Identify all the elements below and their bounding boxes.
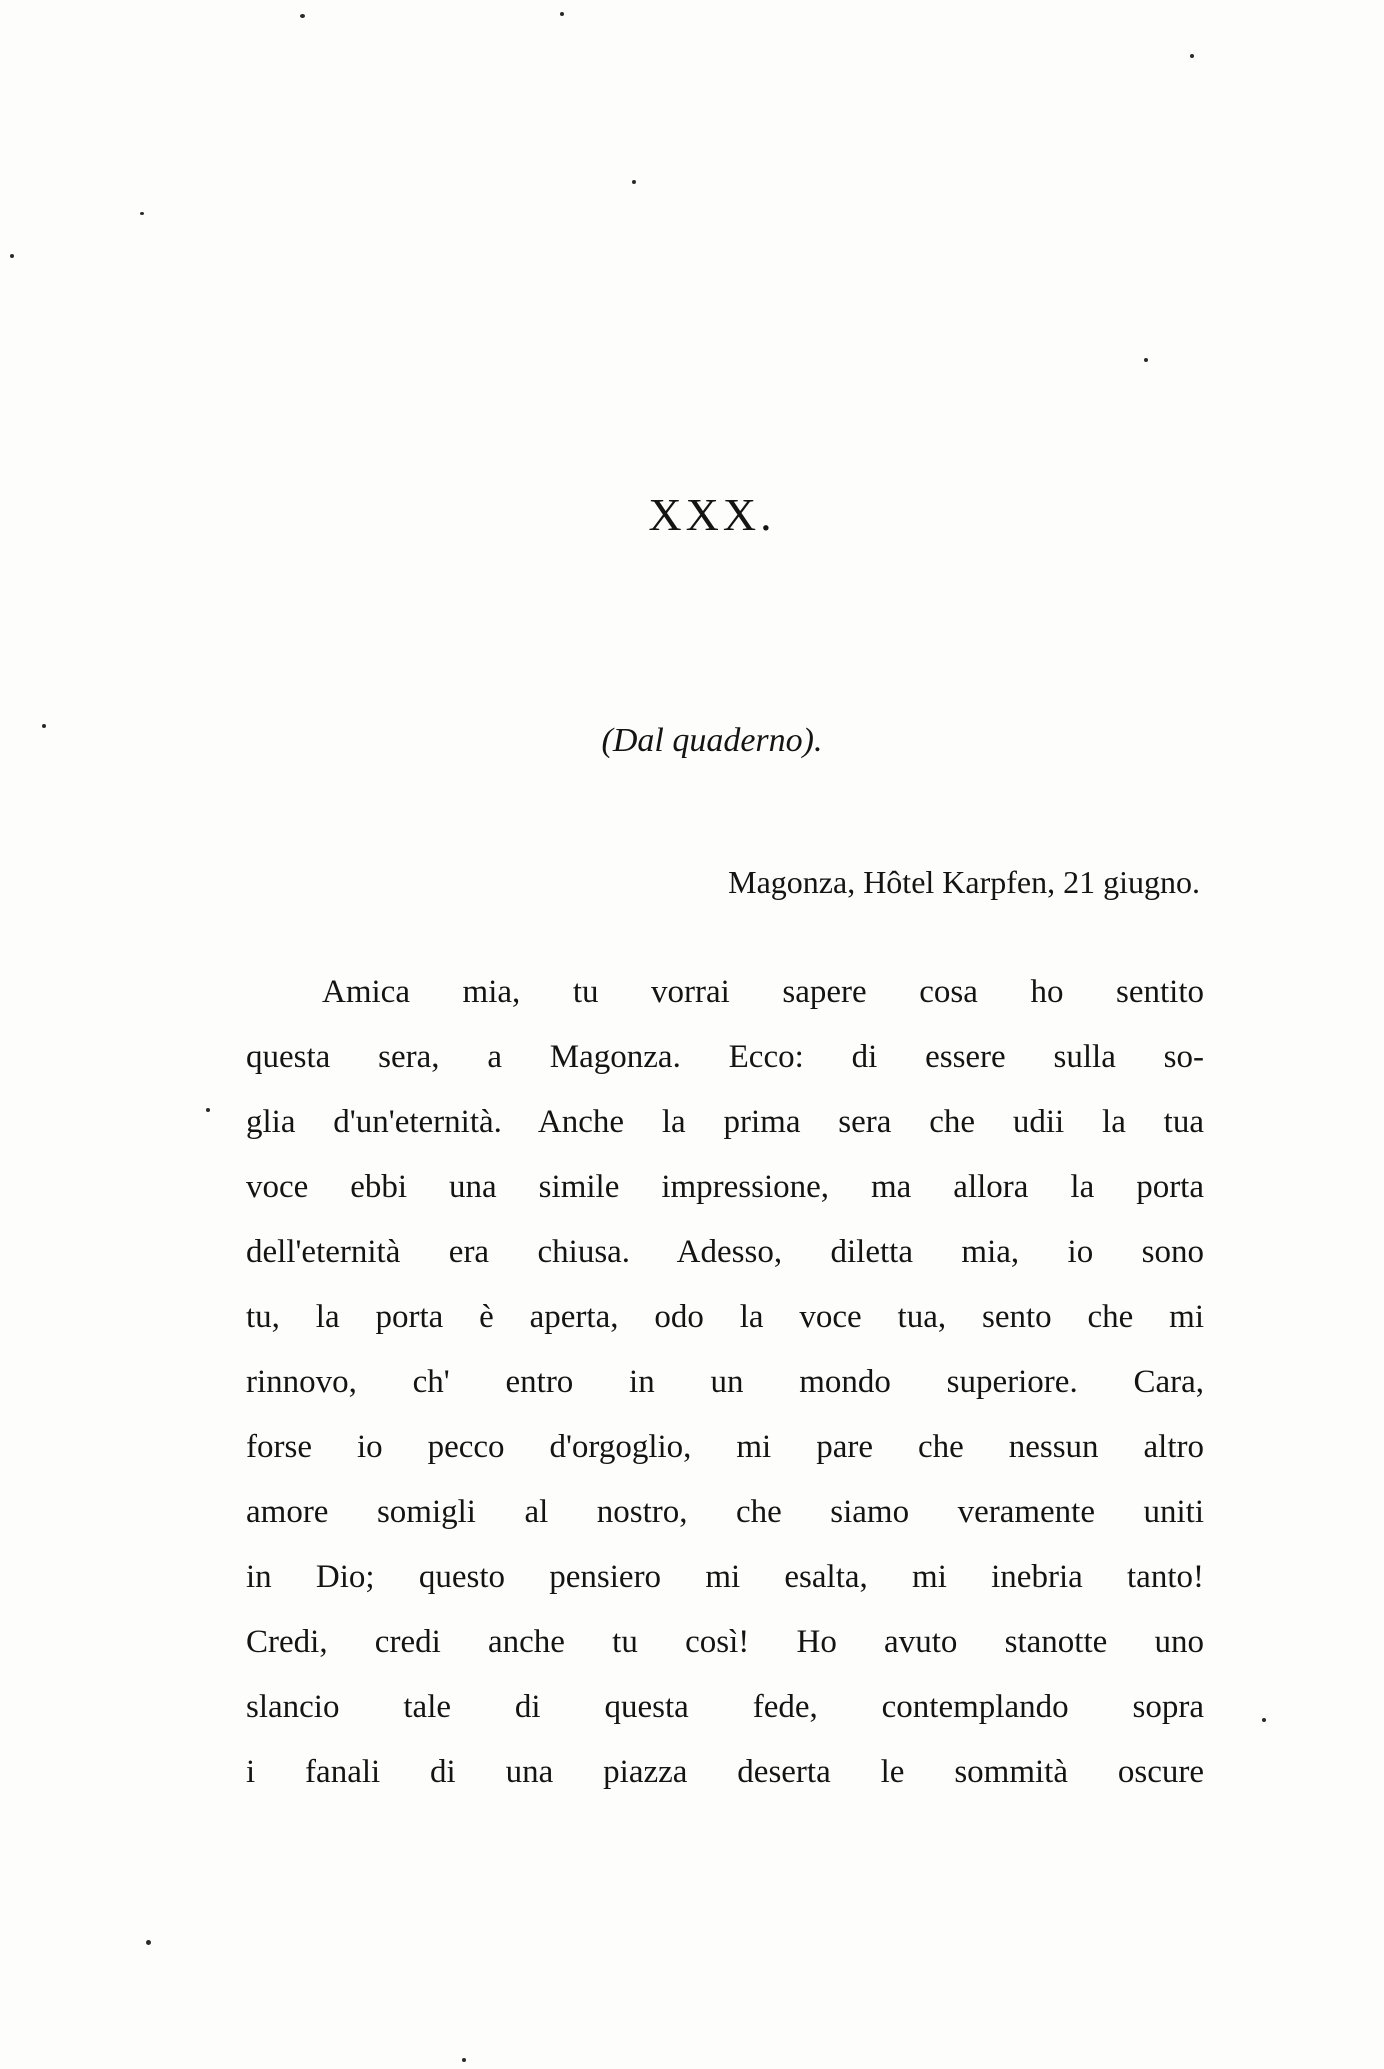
scan-speck: [10, 254, 14, 258]
scan-speck: [560, 12, 564, 16]
dateline: Magonza, Hôtel Karpfen, 21 giugno.: [728, 864, 1200, 900]
text-line: Amica mia, tu vorrai sapere cosa ho sentito: [322, 974, 1204, 1010]
scan-speck: [1190, 54, 1194, 58]
scan-speck: [1144, 358, 1148, 362]
text-line: dell'eternità era chiusa. Adesso, diletta mia, io sono: [246, 1234, 1204, 1270]
text-line: i fanali di una piazza deserta le sommità oscure: [246, 1754, 1204, 1790]
scan-speck: [140, 212, 144, 215]
chapter-heading: XXX.: [648, 489, 776, 540]
text-line: in Dio; questo pensiero mi esalta, mi inebria tanto!: [246, 1559, 1204, 1595]
scan-speck: [1262, 1718, 1266, 1722]
text-line: questa sera, a Magonza. Ecco: di essere sulla so-: [246, 1039, 1204, 1075]
scan-speck: [206, 1108, 210, 1112]
text-line: rinnovo, ch' entro in un mondo superiore. Cara,: [246, 1364, 1204, 1400]
text-line: Credi, credi anche tu così! Ho avuto stanotte uno: [246, 1624, 1204, 1660]
letter-body: [246, 960, 1204, 1805]
scan-speck: [146, 1940, 151, 1945]
text-line: tu, la porta è aperta, odo la voce tua, sento che mi: [246, 1299, 1204, 1335]
text-line: amore somigli al nostro, che siamo veramente uniti: [246, 1494, 1204, 1530]
scan-speck: [462, 2058, 466, 2062]
text-line: voce ebbi una simile impressione, ma allora la porta: [246, 1169, 1204, 1205]
text-line: slancio tale di questa fede, contemplando sopra: [246, 1689, 1204, 1725]
text-line: glia d'un'eternità. Anche la prima sera che udii la tua: [246, 1104, 1204, 1140]
source-note: (Dal quaderno).: [601, 722, 823, 759]
scan-speck: [632, 180, 636, 184]
text-line: forse io pecco d'orgoglio, mi pare che nessun altro: [246, 1429, 1204, 1465]
scan-speck: [300, 14, 305, 18]
